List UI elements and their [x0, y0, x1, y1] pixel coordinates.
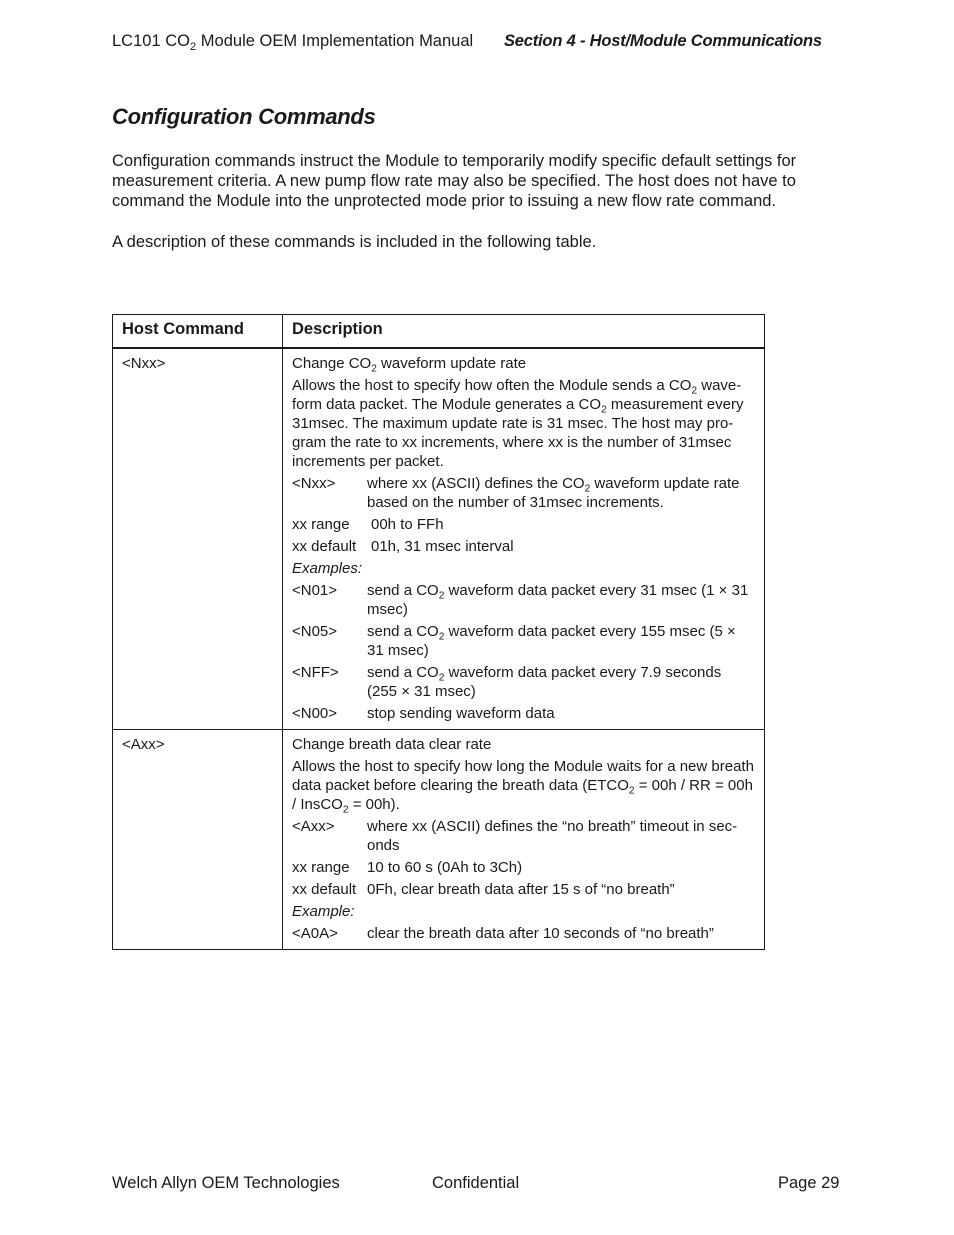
examples-label: Examples: [292, 560, 363, 577]
example-row: <N00> stop sending waveform data [292, 705, 555, 722]
table-row-axx [113, 730, 765, 950]
example-label: Example: [292, 903, 355, 920]
column-header-description: Description [283, 315, 765, 349]
command-description: Allows the host to specify how long the Module waits for a new breath data packet before clearing the breath data ($ETCO_2 = 00h$ / RR = 00h / InsCO$_2$ = 00h). [292, 758, 754, 816]
section-title: Section 4 - Host/Module Communications [504, 32, 822, 50]
footer-page-number: Page 29 [778, 1174, 840, 1192]
command-title: Change $CO_2$ waveform update rate [292, 355, 527, 375]
example-row: <A0A> clear the breath data after 10 seconds of “no breath” [292, 925, 714, 942]
manual-title: LC101 $CO_2$ Module OEM Implementation Manual [112, 32, 474, 53]
command-description: Allows the host to specify how often the Module sends a $CO_2$ wave-form data packet. The Module generates a $CO_2$ measurement every 31msec. The maximum update rate is 31 msec. The host may pro-gram the rate to xx increments, where xx is the number of 31msec increments per packet. [292, 377, 744, 470]
default-row: xx default 01h, 31 msec interval [292, 538, 514, 555]
command-cell: <Nxx> [113, 348, 283, 730]
default-row: xx default 0Fh, clear breath data after 15 s of “no breath” [292, 881, 675, 898]
command-cell: <Axx> [113, 730, 283, 950]
description-cell [283, 348, 765, 730]
command-table [112, 314, 765, 950]
description-cell [283, 730, 765, 950]
column-header-host-command: Host Command [113, 315, 283, 349]
intro-paragraph-2: A description of these commands is included in the following table. [112, 233, 597, 251]
table-header-row [113, 315, 765, 349]
footer-company: Welch Allyn OEM Technologies [112, 1174, 340, 1192]
range-row: xx range 00h to FFh [292, 516, 444, 533]
footer-confidential: Confidential [432, 1174, 520, 1192]
table-row-nxx [113, 348, 765, 730]
example-row: <NFF> send a $CO_2$ waveform data packet every 7.9 seconds (255 × 31 msec) [292, 664, 722, 700]
page-title: Configuration Commands [112, 104, 376, 129]
page-header [112, 32, 852, 51]
intro-paragraph: Configuration commands instruct the Module to temporarily modify specific default settings for measurement criteria. A new pump flow rate may also be specified. The host does not have to command the Module into the unprotected mode prior to issuing a new flow rate command. [112, 152, 797, 210]
range-row: xx range 10 to 60 s (0Ah to 3Ch) [292, 859, 523, 876]
example-row: <N01> send a $CO_2$ waveform data packet every 31 msec (1 × 31 msec) [292, 582, 749, 618]
example-row: <N05> send a $CO_2$ waveform data packet every 155 msec (5 × 31 msec) [292, 623, 736, 659]
definition-row: <Axx> where xx (ASCII) defines the “no breath” timeout in sec-onds [292, 818, 738, 854]
definition-row: <Nxx> where xx (ASCII) defines the $CO_2$ waveform update rate based on the number of 31msec increments. [292, 475, 740, 511]
command-title: Change breath data clear rate [292, 736, 492, 753]
